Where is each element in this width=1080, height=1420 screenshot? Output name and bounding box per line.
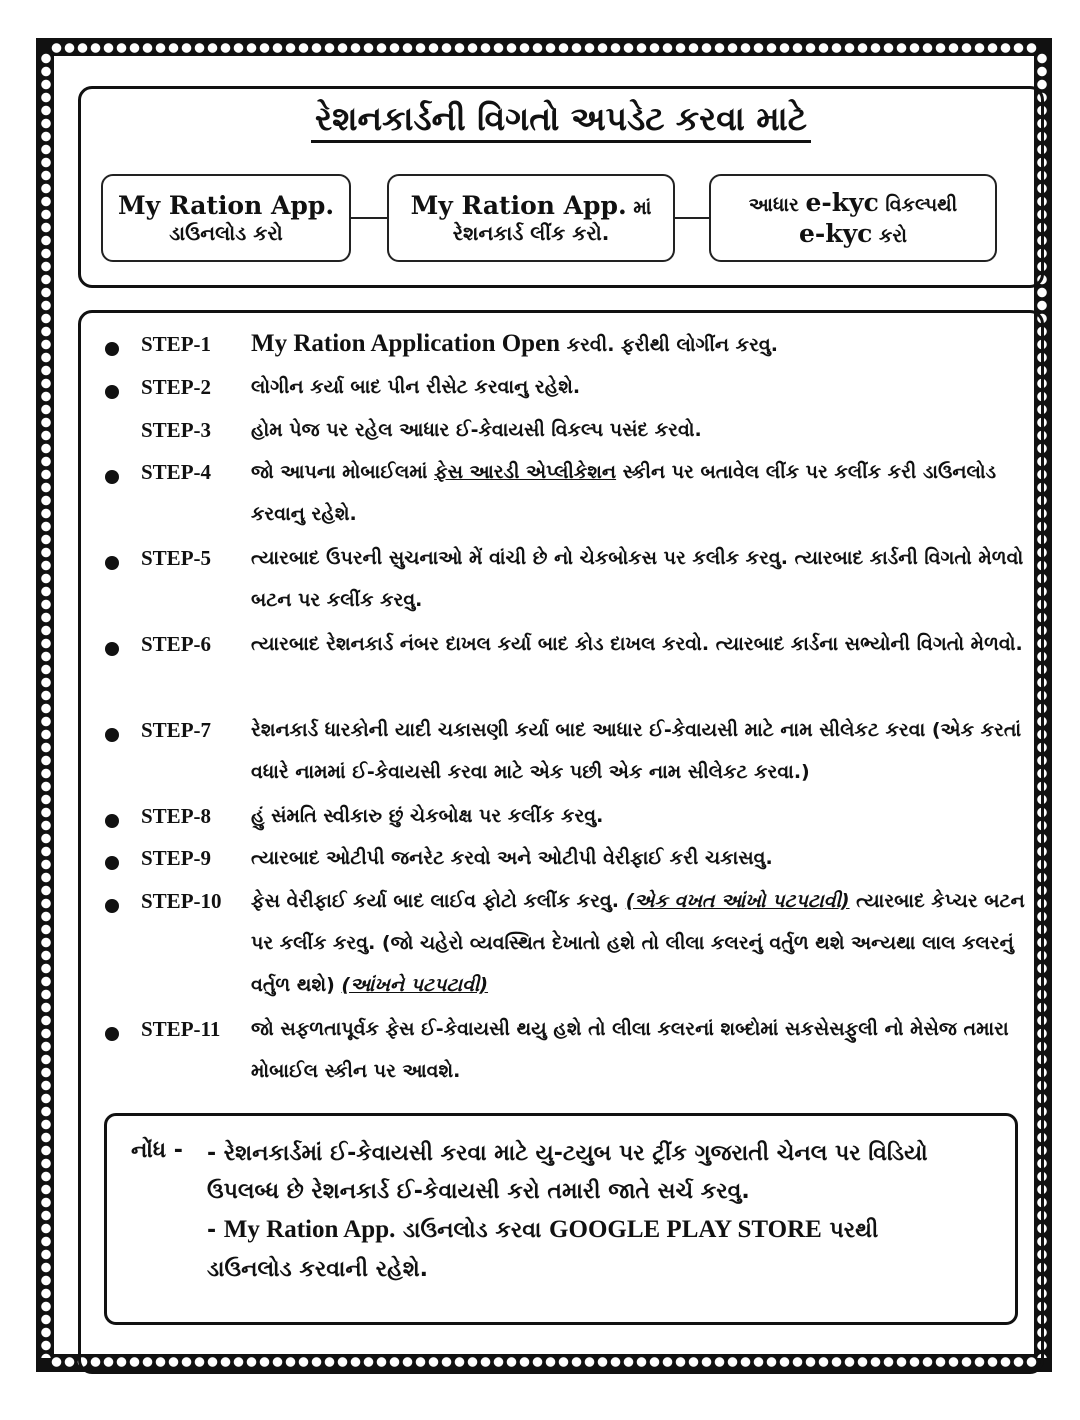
note-line-1: - રેશનકાર્ડમાં ઈ-કેવાયસી કરવા માટે યુ-ટયુબ પર ટ્રીંક ગુજરાતી ચેનલ પર વિડિયો [207,1141,928,1166]
step-label: STEP-4 [141,460,212,484]
bullet-icon [105,556,119,570]
bullet-icon [105,642,119,656]
note-label: નોંધ - [131,1138,183,1163]
flow-step-3-title: આધાર e-kyc વિકલ્પથી [748,187,958,217]
bullet-icon [105,728,119,742]
step-text: હું સંમતિ સ્વીકારુ છું ચેકબોક્ષ પર કલીંક કરવુ. [251,805,604,827]
bullet-icon [105,1027,119,1041]
step-text: જો સફળતાપૂર્વક ફેસ ઈ-કેવાયસી થયુ હશે તો લીલા કલરનાં શબ્દોમાં સકસેસફુલી નો મેસેજ તમારા મોબાઈલ સ્કીન પર આવશે. [251,1018,1009,1082]
step-label: STEP-11 [141,1017,221,1041]
flow-step-1-subtitle: ડાઉનલોડ કરો [169,221,283,246]
flow-connector-2 [675,217,709,219]
bullet-icon [105,342,119,356]
step-text: લોગીન કર્યા બાદ પીન રીસેટ કરવાનુ રહેશે. [251,376,581,398]
bullet-icon [105,385,119,399]
header-box [78,86,1044,288]
note-line-3: - My Ration App. ડાઉનલોડ કરવા GOOGLE PLAY STORE પરથી [207,1216,879,1243]
bullet-icon [105,814,119,828]
border-scallop-left [39,52,53,1358]
step-text: જો આપના મોબાઈલમાં ફેસ આરડી એપ્લીકેશન સ્કીન પર બતાવેલ લીંક પર કલીંક કરી ડાઉનલોડ કરવાનુ રહેશે. [251,461,997,525]
bullet-icon [105,470,119,484]
flow-step-2-title: My Ration App. માં [410,190,652,220]
step-label: STEP-10 [141,889,222,913]
flow-step-ekyc [709,174,997,262]
flow-step-1-title: My Ration App. [117,190,335,220]
page-title: રેશનકાર્ડની વિગતો અપડેટ કરવા માટે [81,99,1041,139]
step-label: STEP-3 [141,418,212,442]
step-text: ફેસ વેરીફાઈ કર્યા બાદ લાઈવ ફોટો કલીંક કરવુ. (એક વખત આંખો પટપટાવી) ત્યારબાદ કેપ્ચર બટન પર કલીંક કરવુ. (જો ચહેરો વ્યવસ્થિત દેખાતો હશે તો લીલા કલરનું વર્તુળ થશે અન્યથા લાલ કલરનું વર્તુળ થશે) (આંખને પટપટાવી) [251,890,1025,996]
step-label: STEP-7 [141,718,212,742]
step-text: હોમ પેજ પર રહેલ આધાર ઈ-કેવાયસી વિકલ્પ પસંદ કરવો. [251,419,702,441]
note-line-4: ડાઉનલોડ કરવાની રહેશે. [207,1257,429,1282]
step-label: STEP-2 [141,375,212,399]
flow-step-3-subtitle: e-kyc કરો [799,219,907,248]
step-label: STEP-8 [141,804,212,828]
flow-step-link-card [387,174,675,262]
stamp-border-frame [36,38,1052,1372]
step-label: STEP-1 [141,332,212,356]
step-text: ત્યારબાદ ઓટીપી જનરેટ કરવો અને ઓટીપી વેરીફાઈ કરી ચકાસવુ. [251,847,773,869]
flow-step-2-subtitle: રેશનકાર્ડ લીંક કરો. [452,221,610,246]
bullet-icon [105,899,119,913]
note-line-2: ઉપલબ્ધ છે રેશનકાર્ડ ઈ-કેવાયસી કરો તમારી જાતે સર્ચ કરવુ. [207,1179,750,1204]
document-body [54,56,1034,1354]
step-text: રેશનકાર્ડ ધારકોની યાદી ચકાસણી કર્યા બાદ આધાર ઈ-કેવાયસી માટે નામ સીલેકટ કરવા (એક કરતાં વધારે નામમાં ઈ-કેવાયસી કરવા માટે એક પછી એક નામ સીલેકટ કરવા.) [251,719,1022,783]
step-label: STEP-5 [141,546,212,570]
flow-connector-1 [351,217,387,219]
step-text: ત્યારબાદ રેશનકાર્ડ નંબર દાખલ કર્યા બાદ કોડ દાખલ કરવો. ત્યારબાદ કાર્ડના સભ્યોની વિગતો મેળવો. [251,633,1023,655]
step-label: STEP-6 [141,632,212,656]
flow-step-download-app [101,174,351,262]
border-scallop-top [50,41,1038,55]
bullet-icon [105,856,119,870]
step-text: ત્યારબાદ ઉપરની સુચનાઓ મેં વાંચી છે નો ચેકબોકસ પર કલીક કરવુ. ત્યારબાદ કાર્ડની વિગતો મેળવો બટન પર કલીંક કરવુ. [251,547,1024,611]
note-box [104,1113,1018,1325]
step-label: STEP-9 [141,846,212,870]
step-text: My Ration Application Open કરવી. ફરીથી લોગીંન કરવુ. [251,330,778,357]
